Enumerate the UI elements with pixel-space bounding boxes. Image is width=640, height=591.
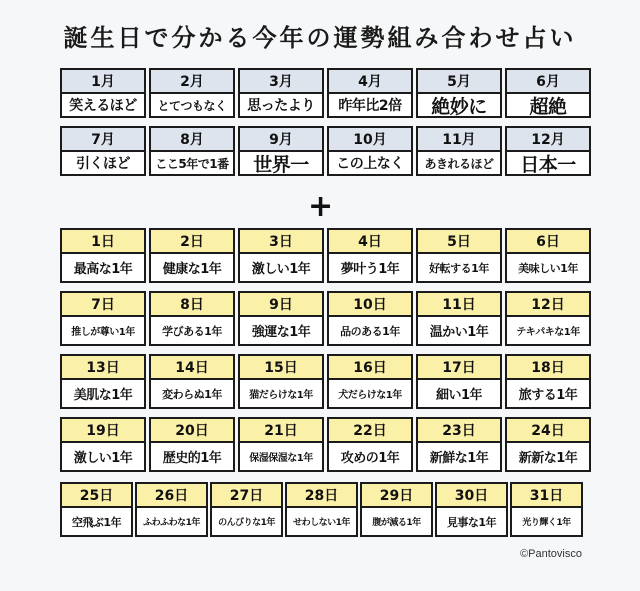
day-label: 30日 [437,484,506,508]
day-label: 27日 [212,484,281,508]
day-label: 22日 [329,419,411,443]
day-cell [435,482,508,537]
day-cell [60,291,146,346]
day-fortune-text: せわしない1年 [293,518,350,528]
day-fortune-text: 美肌な1年 [73,388,133,403]
day-fortune-text: 歴史的1年 [162,451,222,466]
month-label: 12月 [507,128,589,152]
day-label: 19日 [62,419,144,443]
credit-text: ©Pantovisco [520,548,582,560]
day-label: 25日 [62,484,131,508]
plus-sign: + [308,189,334,224]
day-cell [327,228,413,283]
day-cell [238,228,324,283]
day-fortune-text: 新鮮な1年 [429,451,489,466]
month-cell [505,68,591,118]
month-label: 1月 [62,70,144,94]
month-cell [416,126,502,176]
month-cell [60,68,146,118]
day-fortune-text: 好転する1年 [429,261,489,275]
day-cell [327,291,413,346]
month-fortune-text: この上なく [336,156,404,172]
day-fortune-text: 光り輝く1年 [522,518,571,528]
month-label: 11月 [418,128,500,152]
month-cell [149,126,235,176]
month-fortune-text: あきれるほど [424,156,494,171]
day-fortune-text: 攻めの1年 [340,451,400,466]
day-cell [416,291,502,346]
day-fortune-text: 変わらぬ1年 [162,387,222,401]
day-fortune-text: 品のある1年 [340,324,400,338]
day-label: 17日 [418,356,500,380]
day-label: 18日 [507,356,589,380]
day-cell [210,482,283,537]
day-fortune-text: 細い1年 [435,388,483,403]
day-label: 5日 [418,230,500,254]
day-fortune-text: 腹が減る1年 [372,518,421,528]
month-fortune-text: 世界一 [253,153,309,174]
day-label: 31日 [512,484,581,508]
day-label: 20日 [151,419,233,443]
day-cell [505,417,591,472]
day-label: 14日 [151,356,233,380]
day-cell [510,482,583,537]
day-label: 9日 [240,293,322,317]
day-label: 1日 [62,230,144,254]
day-fortune-text: 旅する1年 [518,388,578,403]
day-label: 29日 [362,484,431,508]
day-label: 13日 [62,356,144,380]
month-label: 10月 [329,128,411,152]
day-cell [505,228,591,283]
day-fortune-text: テキパキな1年 [516,327,580,338]
month-label: 9月 [240,128,322,152]
day-cell [60,417,146,472]
day-cell [505,291,591,346]
day-label: 12日 [507,293,589,317]
month-fortune-text: 超絶 [529,95,567,116]
month-fortune-text: ここ5年で1番 [155,156,229,171]
day-fortune-text: 温かい1年 [429,325,489,340]
day-label: 15日 [240,356,322,380]
day-fortune-text: 美味しい1年 [518,261,578,275]
day-label: 21日 [240,419,322,443]
month-cell [327,68,413,118]
day-fortune-text: 犬だらけな1年 [338,390,402,401]
month-cell [416,68,502,118]
day-label: 6日 [507,230,589,254]
day-label: 10日 [329,293,411,317]
day-fortune-text: 猫だらけな1年 [249,390,313,401]
month-fortune-text: とてつもなく [157,98,227,113]
day-fortune-text: 保湿保湿な1年 [249,453,313,464]
day-fortune-text: 健康な1年 [162,262,222,277]
day-grid-last-row [60,482,583,537]
month-cell [238,126,324,176]
day-cell [327,417,413,472]
day-cell [238,354,324,409]
month-cell [149,68,235,118]
day-fortune-text: 空飛ぶ1年 [71,515,122,529]
day-cell [149,228,235,283]
month-fortune-text: 引くほど [76,156,130,172]
day-cell [60,482,133,537]
month-label: 3月 [240,70,322,94]
month-label: 2月 [151,70,233,94]
day-fortune-text: 新新な1年 [518,451,578,466]
month-fortune-text: 笑えるほど [69,98,137,114]
day-fortune-text: 激しい1年 [73,451,133,466]
day-fortune-text: ふわふわな1年 [143,518,200,528]
day-label: 11日 [418,293,500,317]
month-cell [238,68,324,118]
day-label: 2日 [151,230,233,254]
day-grid [60,228,591,472]
day-label: 7日 [62,293,144,317]
day-label: 23日 [418,419,500,443]
month-label: 4月 [329,70,411,94]
day-cell [360,482,433,537]
day-fortune-text: 夢叶う1年 [340,262,400,277]
day-cell [505,354,591,409]
day-cell [416,354,502,409]
day-label: 8日 [151,293,233,317]
month-fortune-text: 昨年比2倍 [338,98,402,114]
day-label: 3日 [240,230,322,254]
day-fortune-text: 最高な1年 [73,262,133,277]
day-cell [285,482,358,537]
month-grid [60,68,591,176]
day-label: 28日 [287,484,356,508]
month-cell [327,126,413,176]
day-cell [416,228,502,283]
month-label: 5月 [418,70,500,94]
month-cell [505,126,591,176]
month-fortune-text: 絶妙に [431,95,487,116]
day-cell [238,417,324,472]
day-cell [149,417,235,472]
day-label: 4日 [329,230,411,254]
day-cell [327,354,413,409]
day-fortune-text: のんびりな1年 [218,518,275,528]
page-title: 誕生日で分かる今年の運勢組み合わせ占い [63,24,577,52]
day-label: 26日 [137,484,206,508]
month-fortune-text: 思ったより [247,98,315,114]
month-label: 8月 [151,128,233,152]
month-cell [60,126,146,176]
day-label: 24日 [507,419,589,443]
day-fortune-text: 学びある1年 [162,324,222,338]
day-cell [149,354,235,409]
day-fortune-text: 激しい1年 [251,262,311,277]
day-cell [135,482,208,537]
day-cell [238,291,324,346]
day-cell [149,291,235,346]
month-label: 6月 [507,70,589,94]
day-cell [60,354,146,409]
day-label: 16日 [329,356,411,380]
day-cell [60,228,146,283]
month-label: 7月 [62,128,144,152]
day-cell [416,417,502,472]
day-fortune-text: 強運な1年 [251,325,311,340]
day-fortune-text: 見事な1年 [446,515,497,529]
day-fortune-text: 推しが尊い1年 [71,327,135,338]
month-fortune-text: 日本一 [520,153,576,174]
